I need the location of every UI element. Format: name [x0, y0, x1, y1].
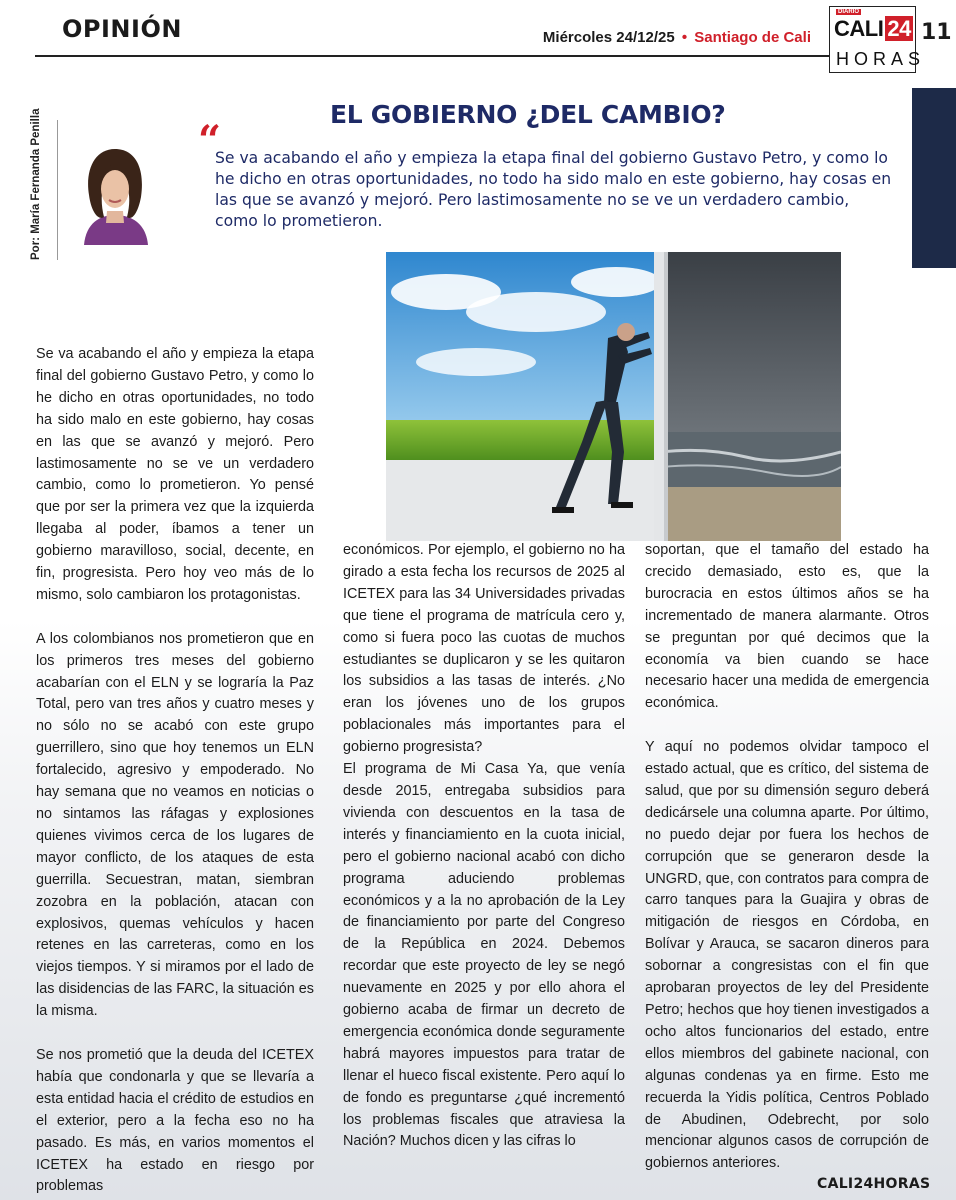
logo-top [834, 16, 913, 42]
col1-paragraph-3: Se nos prometió que la deuda del ICETEX había que condonarla y que se llevaría a esta entidad hacia el crédito de estudios en el exterior, pero a la fecha eso no ha pasado. Es más, en varios momentos el ICETEX ha estado en riesgo por problemas [36, 1046, 314, 1195]
article-column-2 [343, 540, 625, 1153]
logo-number: 24 [887, 16, 911, 41]
author-photo [74, 137, 157, 245]
quote-mark-icon: “ [198, 117, 222, 164]
byline-divider [57, 120, 58, 260]
article-lead: Se va acabando el año y empieza la etapa final del gobierno Gustavo Petro, y como lo he dicho en otras oportunidades, no todo ha sido malo en este gobierno, hay cosas en las que se avanzó y mejoró. Pero lastimosamente no se ve un verdadero cambio, como lo prometieron. [215, 149, 892, 230]
dateline [543, 29, 811, 46]
col2-paragraph-2: El programa de Mi Casa Ya, que venía desde 2015, entregaba subsidios para vivienda con descuentos en la tasa de interés y financiamiento en la cuota inicial, pero el gobierno nacional acabó con dicho programa aduciendo problemas económicos y a la no aprobación de la Ley de financiamiento por parte del Congreso de la República en 2024. Debemos recordar que este proyecto de ley se negó nuevamente en 2025 y por ello ahora el gobierno acaba de firmar un decreto de emergencia económica donde seguramente habrá mayores impuestos para tratar de llenar el hueco fiscal existente. Pero aquí lo de fondo es preguntarse ¿qué incrementó los problemas fiscales que atraviesa la Nación? Muchos dicen y las cifras lo [343, 761, 625, 1150]
col3-paragraph-1: soportan, que el tamaño del estado ha crecido demasiado, esto es, que la burocracia en estos últimos años se ha incrementado de manera alarmante. Otros se preguntan por qué decimos que la economía va bien cuando se hace necesario hacer una medida de emergencia económica. [645, 542, 929, 712]
article-column-3 [645, 540, 929, 1175]
side-color-band [912, 88, 956, 268]
date-text: Miércoles 24/12/25 [542, 29, 675, 46]
col1-paragraph-2: A los colombianos nos prometieron que en los primeros tres meses del gobierno acabarían con el ELN y se lograría la Paz Total, pero van tres años y cuatro meses y no sólo no se acabó con este grupo guerrillero, sino que hoy tenemos un ELN fortalecido, agresivo y empoderado. No hay semana que no veamos en noticias o no sintamos las ráfagas y explosiones quienes vivimos cerca de los lugares de mayor conflicto, de los ataques de esta guerrilla. Secuestran, matan, siembran zozobra en la población, atacan con explosivos, quemas vehículos y hacen retenes en las carreteras, como en los viejos tiempos. Y si miramos por el lado de las disidencias de las FARC, la situación es la misma. [36, 630, 314, 1020]
col1-paragraph-1: Se va acabando el año y empieza la etapa final del gobierno Gustavo Petro, y como lo he dicho en otras oportunidades, no todo ha sido malo en este gobierno, hay cosas en las que se avanzó y mejoró. Pero lastimosamente no se ve un verdadero cambio, como lo prometieron. Yo pensé que por ser la primera vez que la izquierda llegaba al poder, íbamos a tener un gobierno maravilloso, social, decente, en fin, progresista. Pero hoy veo más de lo mismo, solo cambiaron los protagonistas. [36, 346, 314, 603]
article-headline: EL GOBIERNO ¿DEL CAMBIO? [330, 100, 726, 129]
footer-brand: CALI24HORAS [817, 1176, 931, 1192]
author-byline: Por: María Fernanda Penilla [30, 108, 42, 260]
page-number: 11 [921, 20, 952, 45]
col3-paragraph-2: Y aquí no podemos olvidar tampoco el estado actual, que es crítico, del sistema de salud, que por su dimensión seguro deberá dedicársele una columna aparte. Por último, no puedo dejar por fuera los hechos de corrupción que se generaron desde la UNGRD, que, con contratos para compra de carro tanques para la Guajira y obras de mitigación de riesgos en Córdoba, en Bolívar y Arauca, se sacaron dineros para sobornar a congresistas con el fin que aprobaran proyectos de ley del Presidente Petro; hechos que hoy tienen investigados a ocho altos funcionarios del estado, entre ellos miembros del gabinete nacional, con algunas condenas ya en firme. Esto me recuerda la Yidis política, Centros Poblado de Abudinen, Odebrecht, por solo mencionar algunos casos de corrupción de gobiernos anteriores. [645, 739, 929, 1172]
city-text: Santiago de Cali [694, 29, 811, 46]
article-column-1 [36, 344, 314, 1198]
col2-paragraph-1: económicos. Por ejemplo, el gobierno no ha girado a esta fecha los recursos de 2025 al ICETEX para las 34 Universidades privadas que tiene el programa de matrícula cero y, como si fuera poco las cuotas de muchos estudiantes se duplicaron y se les quitaron los subsidios a las tasas de interés. ¿No eran los jóvenes uno de los grupos poblacionales más importantes para el gobierno progresista? [343, 542, 625, 756]
logo-tag: DIARIO [838, 9, 859, 15]
logo-name: CALI [834, 16, 884, 41]
cali24horas-logo [829, 6, 926, 73]
logo-sub: HORAS [836, 49, 926, 69]
date-separator: • [681, 29, 688, 46]
section-label: OPINIÓN [62, 15, 182, 43]
hero-illustration [386, 252, 841, 541]
header-rule [35, 55, 829, 57]
